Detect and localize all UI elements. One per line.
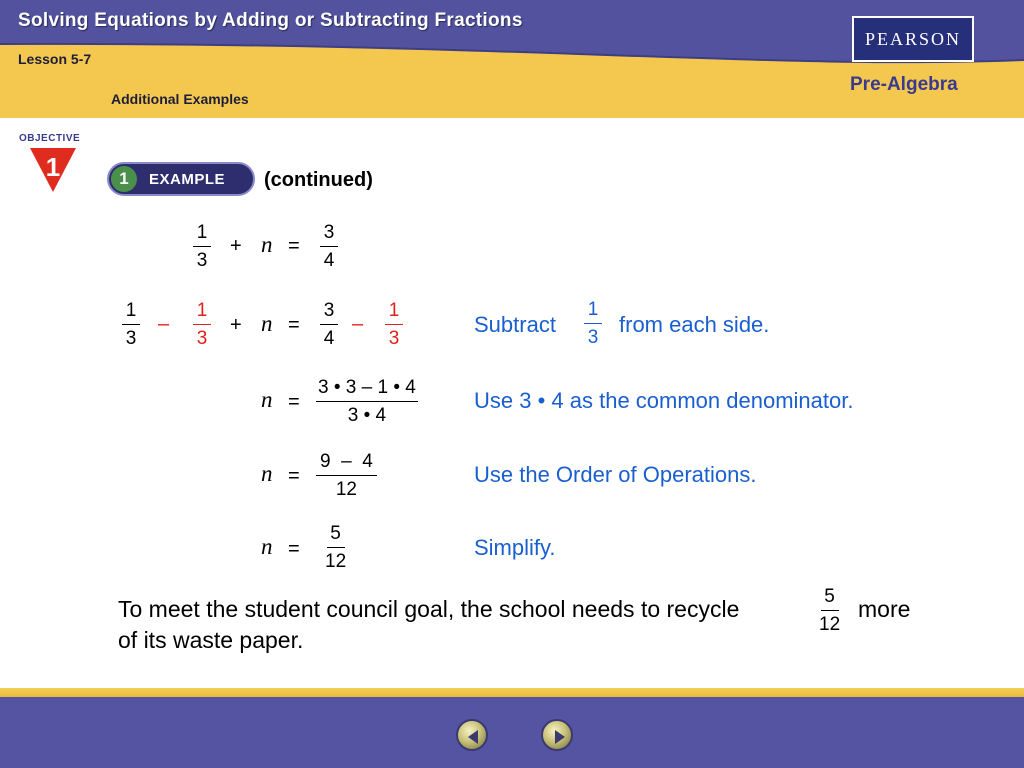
step2-note-prefix: Subtract [474,312,556,337]
step1-var: n [261,232,273,257]
step2-plus: + [230,314,242,336]
step1-frac-b-num: 3 [320,222,338,247]
step2-note-suffix: from each side. [619,312,770,337]
conclusion-frac-num: 5 [821,586,839,611]
step4-equals: = [288,465,300,487]
arrow-right-icon [550,728,568,746]
step2-frac-red-left-num: 1 [193,300,211,325]
step2-frac-a-num: 1 [122,300,140,325]
step1-frac-b [320,222,338,272]
step2-frac-red-right-den: 3 [388,328,400,349]
example-label: EXAMPLE [149,171,226,188]
step1-equals: = [288,235,300,257]
step5-frac-den: 12 [325,551,347,572]
step5-note: Simplify. [474,535,556,560]
step3-note: Use 3 • 4 as the common denominator. [474,388,854,413]
conclusion-text-end: more [858,596,911,622]
step5-equals: = [288,538,300,560]
step3-var: n [261,387,273,412]
step5-frac [325,523,346,573]
step1-frac-b-den: 4 [323,250,335,271]
objective-badge-icon [30,148,82,194]
example-number: 1 [111,166,137,192]
step1-frac-a [193,222,211,272]
step5-var: n [261,534,273,559]
step2-var: n [261,311,273,336]
step2-equals: = [288,314,300,336]
step2-frac-red-right [385,300,403,350]
step4-note: Use the Order of Operations. [474,462,757,487]
step1-frac-a-num: 1 [193,222,211,247]
continued-label: (continued) [264,169,373,191]
slide-header [0,0,1024,118]
objective-number: 1 [45,152,61,182]
slide-title: Solving Equations by Adding or Subtracting Fractions [18,10,523,31]
pearson-logo: PEARSON [852,16,974,62]
step2-frac-red-right-num: 1 [385,300,403,325]
step4-frac [316,451,377,501]
objective-label: OBJECTIVE [19,133,81,144]
step2-note-frac [584,299,602,349]
step4-var: n [261,461,273,486]
step1-frac-a-den: 3 [196,250,208,271]
step2-note-frac-num: 1 [584,299,602,324]
lesson-label: Lesson 5-7 [18,51,92,67]
step3-frac [316,377,418,427]
step2-frac-a [122,300,140,350]
step4-frac-den: 12 [335,479,357,500]
previous-slide-button[interactable] [456,719,488,751]
example-badge [107,162,255,196]
step2-minus-right: – [352,313,364,335]
next-slide-button[interactable] [541,719,573,751]
conclusion-line2: of its waste paper. [118,627,304,653]
step2-frac-red-left [193,300,211,350]
step1-plus: + [230,235,242,257]
conclusion-frac-den: 12 [819,614,841,635]
step5-frac-num: 5 [327,523,345,548]
conclusion-frac [819,586,840,636]
step2-frac-b [320,300,338,350]
step2-frac-b-num: 3 [320,300,338,325]
step2-frac-red-left-den: 3 [196,328,208,349]
arrow-left-icon [465,728,483,746]
section-subtitle: Additional Examples [111,91,249,107]
step3-frac-num: 3 • 3 – 1 • 4 [316,377,418,402]
step3-frac-den: 3 • 4 [347,405,387,426]
conclusion-text-start: To meet the student council goal, the school needs to recycle [118,596,740,622]
slide-footer [0,697,1024,768]
step4-frac-num: 9 – 4 [316,451,377,476]
step3-equals: = [288,391,300,413]
step2-frac-b-den: 4 [323,328,335,349]
step2-minus-left: – [158,313,170,335]
course-title: Pre-Algebra [850,74,958,95]
step2-frac-a-den: 3 [125,328,137,349]
step2-note-frac-den: 3 [587,327,599,348]
